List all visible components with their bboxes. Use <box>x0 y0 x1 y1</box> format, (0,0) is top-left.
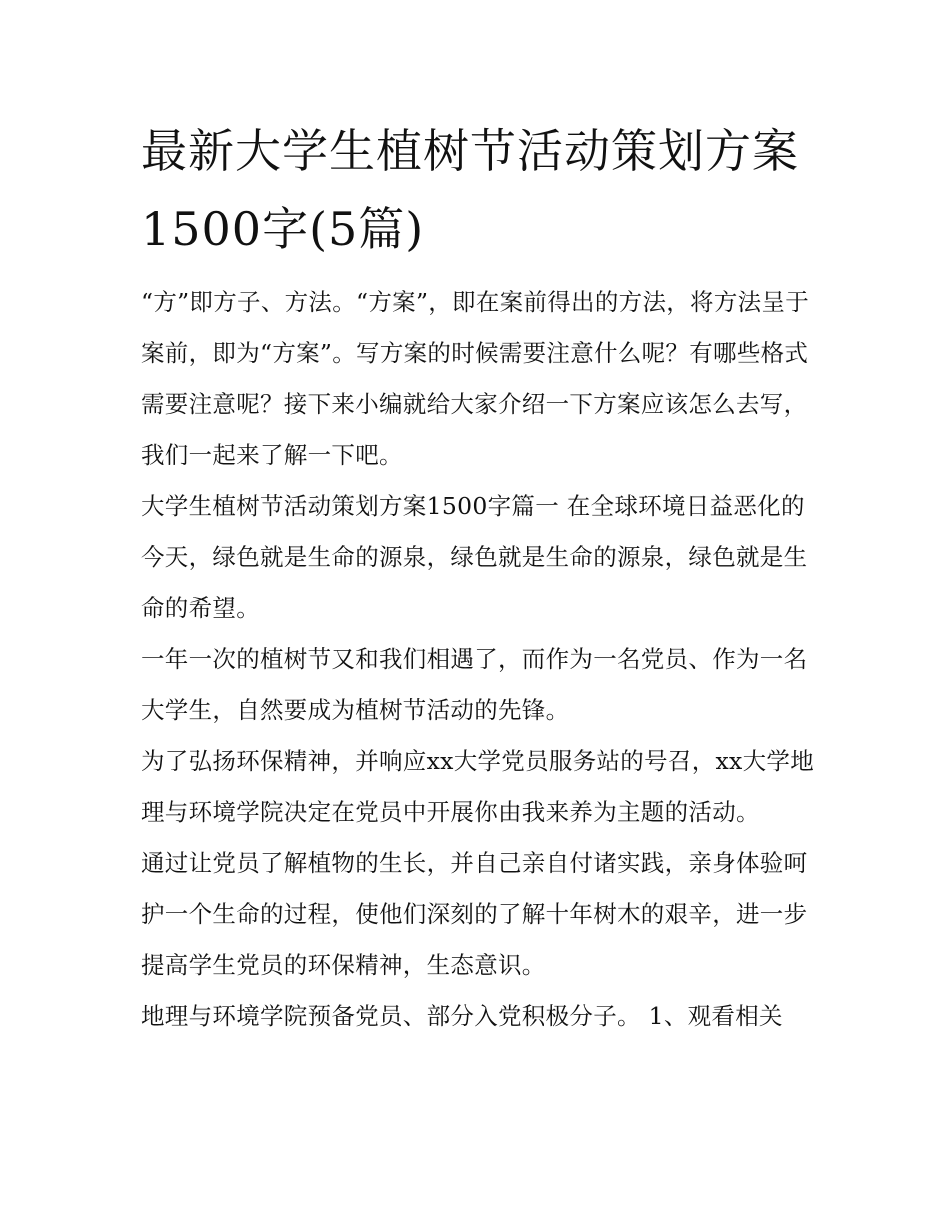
paragraph-arbor-day: 一年一次的植树节又和我们相遇了，而作为一名党员、作为一名大学生，自然要成为植树节活动的先锋。 <box>141 645 808 724</box>
document-body <box>141 277 821 1042</box>
paragraph-goal: 通过让党员了解植物的生长，并自己亲自付诸实践，亲身体验呵 护一个生命的过程，使他们深刻的了解十年树木的艰辛，进一步 提高学生党员的环保精神，生态意识。 <box>141 849 808 979</box>
paragraph-intro: “方”即方子、方法。“方案”，即在案前得出的方法，将方法呈于案前，即为“方案”。写方案的时候需要注意什么呢？有哪些格式需要注意呢？接下来小编就给大家介绍一下方案应该怎么去写，我们一起来了解一下吧。 <box>141 288 810 469</box>
document-title: 最新大学生植树节活动策划方案1500字(5篇) <box>141 124 799 256</box>
paragraph-section-one: 大学生植树节活动策划方案1500字篇一 在全球环境日益恶化的今天，绿色就是生命的源泉，绿色就是生命的源泉，绿色就是生命的希望。 <box>141 492 808 622</box>
paragraph-purpose: 为了弘扬环保精神，并响应xx大学党员服务站的号召，xx大学地理与环境学院决定在党员中开展你由我来养为主题的活动。 <box>141 747 815 826</box>
paragraph-participants: 地理与环境学院预备党员、部分入党积极分子。 1、观看相关 <box>141 1002 783 1030</box>
